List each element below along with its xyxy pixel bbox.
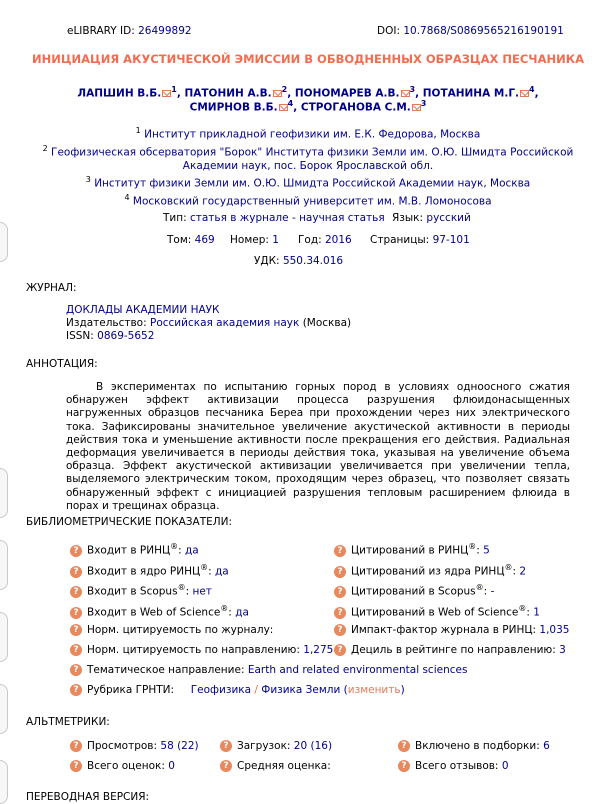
- reviews: [398, 760, 509, 772]
- volume: Том: 469: [167, 234, 215, 246]
- metric-norm-direction: [70, 644, 333, 656]
- metric-label: Норм. цитируемость по журналу:: [87, 624, 274, 636]
- metric-value: 1,035: [539, 624, 570, 636]
- question-icon[interactable]: ?: [398, 740, 410, 752]
- mail-icon[interactable]: [273, 90, 282, 97]
- side-tab[interactable]: [0, 468, 8, 518]
- journal-link[interactable]: ДОКЛАДЫ АКАДЕМИИ НАУК: [66, 304, 220, 316]
- question-icon[interactable]: ?: [398, 760, 410, 772]
- question-icon[interactable]: ?: [70, 740, 82, 752]
- metric-label: Цитирований в РИНЦ: [351, 544, 469, 557]
- question-icon[interactable]: ?: [334, 545, 346, 557]
- question-icon[interactable]: ?: [334, 624, 346, 636]
- metric-label: Тематическое направление:: [87, 664, 245, 676]
- affiliation: $^2$ Геофизическая обсерватория "Борок" Института физики Земли им. О.Ю. Шмидта Российской: [42, 143, 574, 158]
- metric-label: :: [185, 585, 190, 598]
- question-icon[interactable]: ?: [334, 586, 346, 598]
- side-tab[interactable]: [0, 540, 8, 590]
- author-link[interactable]: СТРОГАНОВА С.М.: [300, 101, 411, 114]
- udk-value: 550.34.016: [282, 255, 344, 267]
- journal-heading: ЖУРНАЛ:: [26, 282, 77, 294]
- metric-label: ®: [468, 542, 477, 551]
- metric-label: ): [400, 684, 405, 696]
- author-link[interactable]: ПОНОМАРЕВ А.В.: [294, 87, 400, 100]
- elibrary-id-value[interactable]: 26499892: [138, 25, 192, 37]
- metric-label: :: [208, 565, 212, 578]
- metric-label: :: [483, 585, 488, 598]
- affiliation-link[interactable]: Геофизическая обсерватория "Борок" Института физики Земли им. О.Ю. Шмидта Российской: [51, 146, 574, 158]
- mail-icon[interactable]: [162, 90, 171, 97]
- doi: DOI: 10.7868/S0869565216190191: [377, 25, 564, 37]
- downloads: [220, 740, 332, 752]
- question-icon[interactable]: ?: [334, 644, 346, 656]
- question-icon[interactable]: ?: [334, 607, 346, 619]
- metric-label: Дециль в рейтинге по направлению:: [351, 644, 556, 656]
- metric-label: ®: [170, 542, 179, 551]
- affiliation: $^1$ Институт прикладной геофизики им. Е.К. Федорова, Москва: [135, 126, 481, 141]
- affiliations: [0, 124, 616, 208]
- metric-label: Входит в ядро РИНЦ: [87, 565, 201, 578]
- metric-label: Входит в Web of Science: [87, 606, 221, 619]
- pages-value: 97-101: [432, 234, 470, 246]
- metric-label: (: [343, 684, 348, 696]
- article-type: Тип: статья в журнале - научная статья: [163, 212, 385, 224]
- abstract-heading: АННОТАЦИЯ:: [26, 358, 98, 370]
- mail-icon[interactable]: [401, 90, 410, 97]
- metric-label: Просмотров:: [87, 740, 158, 752]
- metric-label: ®: [475, 583, 484, 592]
- metric-label: Цитирований в Scopus: [351, 585, 476, 598]
- metric-value: -: [490, 585, 495, 598]
- grnti-rubric: [70, 684, 405, 696]
- mail-icon[interactable]: [412, 104, 421, 111]
- number: Номер: 1: [230, 234, 279, 246]
- collections-link[interactable]: 6: [543, 740, 550, 752]
- publisher-link[interactable]: Российская академия наук: [150, 317, 300, 329]
- journal-info: ДОКЛАДЫ АКАДЕМИИ НАУК Издательство: Российская академия наук (Москва) ISSN: 0869-5652: [66, 304, 352, 342]
- topic-direction: [70, 664, 467, 676]
- metric-label: Всего оценок:: [87, 760, 165, 772]
- side-tab[interactable]: [0, 222, 8, 262]
- affiliation-link[interactable]: Институт физики Земли им. О.Ю. Шмидта Российской Академии наук, Москва: [94, 177, 531, 190]
- question-icon[interactable]: ?: [70, 644, 82, 656]
- side-tab[interactable]: [0, 684, 8, 734]
- question-icon[interactable]: ?: [70, 664, 82, 676]
- article-title: ИНИЦИАЦИЯ АКУСТИЧЕСКОЙ ЭМИССИИ В ОБВОДНЕННЫХ ОБРАЗЦАХ ПЕСЧАНИКА: [31, 52, 585, 66]
- metric-value: 3: [559, 644, 566, 656]
- metric-label: Цитирований из ядра РИНЦ: [351, 565, 505, 578]
- metric-label: Импакт-фактор журнала в РИНЦ:: [351, 624, 537, 636]
- metric-citations-core: [334, 563, 526, 578]
- metric-value: да: [215, 565, 229, 578]
- metric-label: Включено в подборки:: [415, 740, 540, 752]
- grnti-change-link[interactable]: изменить: [347, 684, 401, 696]
- question-icon[interactable]: ?: [70, 760, 82, 772]
- citations-link[interactable]: 2: [519, 565, 527, 578]
- author-link[interactable]: ПОТАНИНА М.Г.: [422, 87, 519, 100]
- metric-label: Норм. цитируемость по направлению:: [87, 644, 300, 656]
- abstract-text: В экспериментах по испытанию горных пород в условиях одноосного сжатия обнаружен эффект активизации процесса разрушения флюидонасыщенных нагруженных образцов песчаника Береа при прохождении через них электрического тока. Зафиксированы значительное увеличение акустической активности в периоды действия тока и уменьшение активности после прекращения его действия. Радиальная деформация увеличивается в периоды действия тока, указывая на увеличение объема образца. Эффект акустической активизации увеличивается при увеличении тепла, выделяемого электрическим током, проходящим через образец, что позволяет связать обнаруженный эффект с инициацией разрушения тепловым расширением флюида в порах и трещинах образца.: [66, 381, 570, 512]
- year: Год: 2016: [298, 234, 352, 246]
- metric-value: 58 (22): [160, 740, 199, 752]
- side-tab[interactable]: [0, 760, 8, 804]
- year-value: 2016: [324, 234, 352, 246]
- metric-label: ®: [220, 604, 229, 613]
- article-language: Язык: русский: [392, 212, 471, 224]
- number-link[interactable]: 1: [272, 234, 279, 246]
- udk: УДК: 550.34.016: [254, 255, 344, 267]
- affiliation-link[interactable]: Академии наук, пос. Борок Ярославской обл.: [182, 160, 434, 172]
- pages: Страницы: 97-101: [370, 234, 470, 246]
- question-icon[interactable]: ?: [70, 566, 82, 578]
- metric-label: ®: [504, 563, 513, 572]
- question-icon[interactable]: ?: [70, 545, 82, 557]
- question-icon[interactable]: ?: [70, 624, 82, 636]
- metric-label: :: [228, 606, 232, 619]
- metric-label: Загрузок:: [237, 740, 291, 752]
- question-icon[interactable]: ?: [70, 586, 82, 598]
- metric-value: Earth and related environmental sciences: [247, 664, 468, 676]
- elibrary-id: eLIBRARY ID: 26499892: [67, 25, 192, 37]
- metric-citations-rinc: [334, 542, 490, 557]
- author-link[interactable]: ЛАПШИН В.Б.: [77, 87, 162, 100]
- metric-impact-factor: [334, 624, 569, 636]
- article-language-value: русский: [426, 212, 471, 224]
- biblio-heading: БИБЛИОМЕТРИЧЕСКИЕ ПОКАЗАТЕЛИ:: [26, 516, 233, 528]
- metric-label: ®: [518, 604, 527, 613]
- grnti-link[interactable]: Физика Земли: [261, 684, 341, 696]
- metric-decile: [334, 644, 566, 656]
- citations-link[interactable]: 5: [483, 544, 490, 557]
- grnti-link[interactable]: Геофизика: [190, 684, 252, 696]
- question-icon[interactable]: ?: [220, 760, 232, 772]
- metric-label: :: [512, 565, 517, 578]
- author-link[interactable]: ПАТОНИН А.В.: [184, 87, 272, 100]
- ratings: [70, 760, 175, 772]
- metric-wos: [70, 604, 249, 619]
- metric-norm-journal: [70, 624, 273, 636]
- metric-value: 20 (16): [293, 740, 333, 752]
- affiliation-link[interactable]: Институт прикладной геофизики им. Е.К. Федорова, Москва: [144, 128, 481, 141]
- issn-value: 0869-5652: [97, 330, 155, 342]
- authors-line-2: СМИРНОВ В.Б. $^4$, СТРОГАНОВА С.М. $^3$: [189, 99, 427, 114]
- article-type-value: статья в журнале - научная статья: [189, 212, 385, 224]
- affiliation: [0, 159, 616, 173]
- metric-value: нет: [192, 585, 212, 598]
- average-rating: [220, 760, 331, 772]
- metric-value: 0: [168, 760, 175, 772]
- metric-rinc: [70, 542, 199, 557]
- metric-value: да: [235, 606, 249, 619]
- metric-value: 1: [533, 606, 540, 619]
- authors-line-1: ЛАПШИН В.Б. $^1$, ПАТОНИН А.В. $^2$, ПОНОМАРЕВ А.В. $^3$, ПОТАНИНА М.Г. $^4$,: [77, 85, 539, 100]
- mail-icon[interactable]: [520, 90, 529, 97]
- metric-label: Всего отзывов:: [415, 760, 499, 772]
- affiliation: $^3$ Институт физики Земли им. О.Ю. Шмидта Российской Академии наук, Москва: [85, 175, 531, 190]
- metric-label: /: [254, 684, 258, 696]
- collections: [398, 740, 550, 752]
- metric-label: :: [178, 544, 182, 557]
- translation-heading: ПЕРЕВОДНАЯ ВЕРСИЯ:: [26, 791, 150, 803]
- question-icon[interactable]: ?: [70, 684, 82, 696]
- metric-citations-scopus: [334, 583, 494, 598]
- question-icon[interactable]: ?: [70, 607, 82, 619]
- metric-label: Цитирований в Web of Science: [351, 606, 519, 619]
- altmetrics-heading: АЛЬТМЕТРИКИ:: [26, 716, 110, 728]
- metric-rinc-core: [70, 563, 229, 578]
- question-icon[interactable]: ?: [334, 566, 346, 578]
- metric-label: ®: [200, 563, 209, 572]
- metric-value: 0: [501, 760, 509, 772]
- metric-label: :: [526, 606, 530, 619]
- mail-icon[interactable]: [279, 104, 288, 111]
- question-icon[interactable]: ?: [220, 740, 232, 752]
- volume-link[interactable]: 469: [194, 234, 215, 246]
- doi-link[interactable]: 10.7868/S0869565216190191: [403, 25, 564, 37]
- affiliation: $^4$ Московский государственный университет им. М.В. Ломоносова: [124, 192, 492, 207]
- side-tab[interactable]: [0, 612, 8, 662]
- metric-label: :: [476, 544, 480, 557]
- metric-label: Входит в РИНЦ: [87, 544, 171, 557]
- metric-label: Входит в Scopus: [87, 585, 178, 598]
- author-link[interactable]: СМИРНОВ В.Б.: [189, 101, 278, 114]
- metric-citations-wos: [334, 604, 540, 619]
- affiliation-link[interactable]: Московский государственный университет им. М.В. Ломоносова: [132, 195, 492, 207]
- views: [70, 740, 199, 752]
- metric-label: ®: [177, 583, 186, 592]
- metric-value: да: [185, 544, 199, 557]
- metric-label: Средняя оценка:: [237, 760, 331, 772]
- metric-label: Рубрика ГРНТИ:: [87, 684, 175, 696]
- metric-value: 1,275: [303, 644, 334, 656]
- metric-scopus: [70, 583, 212, 598]
